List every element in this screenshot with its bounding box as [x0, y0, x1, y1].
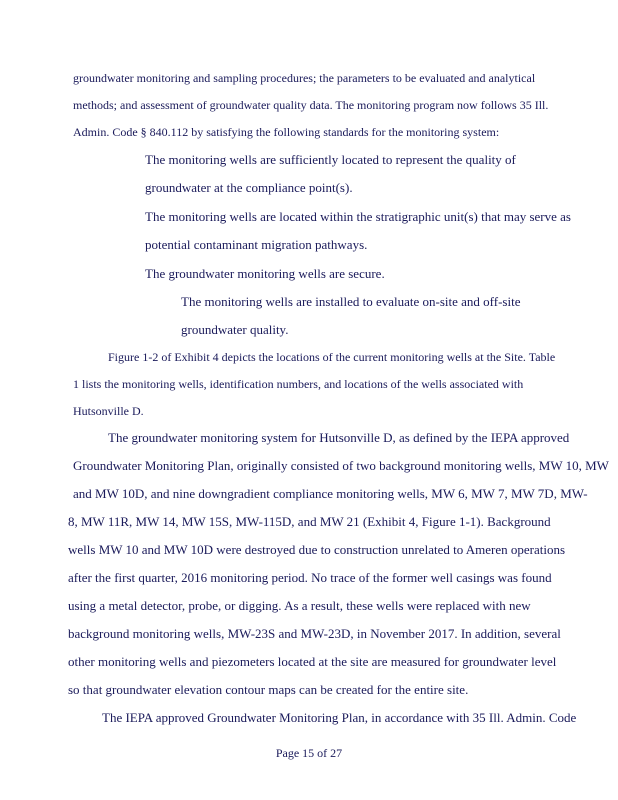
system-para-line-1: The groundwater monitoring system for Hutsonville D, as defined by the IEPA approved	[108, 430, 570, 445]
system-para-line-4: 8, MW 11R, MW 14, MW 15S, MW-115D, and MW 21 (Exhibit 4, Figure 1-1). Background	[68, 514, 551, 529]
system-para-line-2: Groundwater Monitoring Plan, originally consisted of two background monitoring wells, MW 10, MW	[73, 458, 609, 473]
bullet-3-line-1: The groundwater monitoring wells are secure.	[145, 266, 385, 281]
system-para-line-9: other monitoring wells and piezometers located at the site are measured for groundwater level	[68, 654, 557, 669]
bullet-2-line-1: The monitoring wells are located within the stratigraphic unit(s) that may serve as	[145, 209, 571, 224]
intro-line-1: groundwater monitoring and sampling procedures; the parameters to be evaluated and analytical	[73, 71, 536, 85]
system-para-line-6: after the first quarter, 2016 monitoring period. No trace of the former well casings was found	[68, 570, 552, 585]
bullet-1-line-1: The monitoring wells are sufficiently located to represent the quality of	[145, 152, 516, 167]
bullet-2-line-2: potential contaminant migration pathways.	[145, 237, 368, 252]
system-para-line-7: using a metal detector, probe, or digging. As a result, these wells were replaced with new	[68, 598, 531, 613]
last-para-line-1: The IEPA approved Groundwater Monitoring Plan, in accordance with 35 Ill. Admin. Code	[102, 710, 577, 725]
system-para-line-8: background monitoring wells, MW-23S and MW-23D, in November 2017. In addition, several	[68, 626, 561, 641]
page-number: Page 15 of 27	[275, 746, 343, 760]
system-para-line-5: wells MW 10 and MW 10D were destroyed due to construction unrelated to Ameren operations	[68, 542, 566, 557]
bullet-4-line-1: The monitoring wells are installed to evaluate on-site and off-site	[181, 294, 521, 309]
bullet-4-line-2: groundwater quality.	[181, 322, 289, 337]
intro-line-3: Admin. Code § 840.112 by satisfying the following standards for the monitoring system:	[73, 125, 500, 139]
figure-para-line-1: Figure 1-2 of Exhibit 4 depicts the locations of the current monitoring wells at the Site. Table	[108, 350, 556, 364]
figure-para-line-2: 1 lists the monitoring wells, identification numbers, and locations of the wells associated with	[73, 377, 524, 391]
intro-line-2: methods; and assessment of groundwater quality data. The monitoring program now follows 35 Ill.	[73, 98, 549, 112]
system-para-line-10: so that groundwater elevation contour maps can be created for the entire site.	[68, 682, 469, 697]
figure-para-line-3: Hutsonville D.	[73, 404, 144, 418]
system-para-line-3: and MW 10D, and nine downgradient compliance monitoring wells, MW 6, MW 7, MW 7D, MW-	[73, 486, 588, 501]
bullet-1-line-2: groundwater at the compliance point(s).	[145, 180, 353, 195]
